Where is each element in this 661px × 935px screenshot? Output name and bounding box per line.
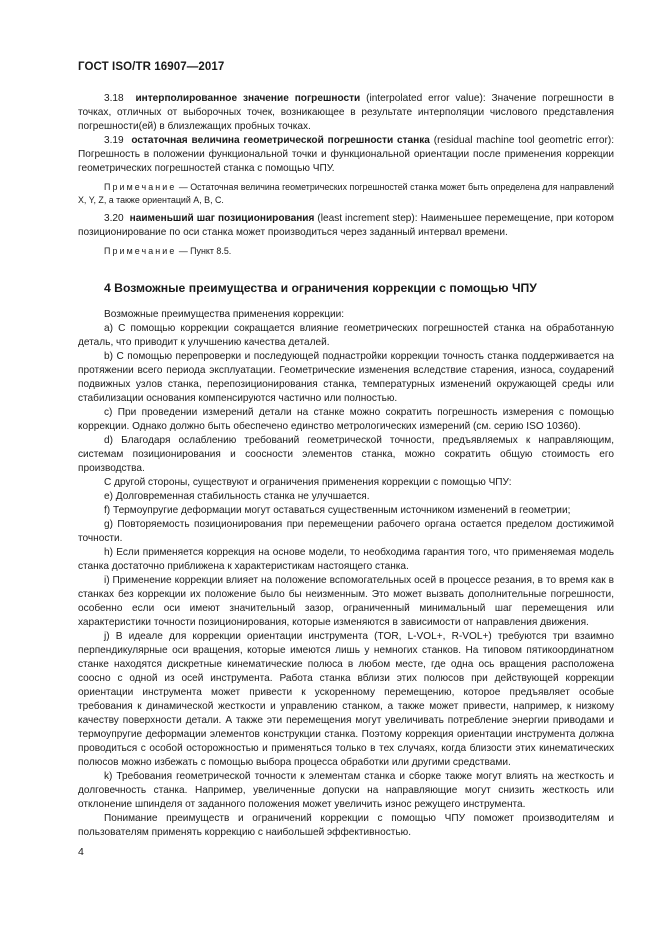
list-item-j: j) В идеале для коррекции ориентации инструмента (TOR, L-VOL+, R-VOL+) требуются три взаимно перпендикулярные оси вращения, которые имеются лишь у немногих станков. На типовом пятикоординатном станке находятся дискретные кинематические полюса в любом месте, где одна ось вращения расположена соосно с одной из осей инструмента. Работа станка вблизи этих полюсов при действующей коррекции ориентации инструмента может привести к ускоренному перемещению, которое предъявляет особые требования к динамической жесткости и управлению станком, а также может привести, например, к низкому качеству поверхности детали. А также эти перемещения могут увеличивать потребление энергии приводами и термоупругие деформации элементов конструкции станка. Поэтому коррекция ориентации инструмента должна проводиться с особой осторожностью и применяться только в тех случаях, когда близости этих кинематических полюсов можно избежать с помощью выбора процесса обработки или другими средствами.: [78, 631, 614, 768]
list-item-k: k) Требования геометрической точности к элементам станка и сборке также могут влиять на жесткость и долговечность станка. Например, увеличенные допуски на направляющие могут снизить жесткость или отклонение шпинделя от заданного положения может увеличить износ режущего инструмента.: [78, 771, 614, 810]
note-text: — Пункт 8.5.: [176, 246, 232, 256]
definition-term: интерполированное значение погрешности: [135, 93, 361, 104]
definition-3-19: [78, 134, 614, 176]
note-3-19: [78, 181, 614, 207]
definition-3-20: [78, 212, 614, 240]
definition-term: остаточная величина геометрической погрешности станка: [131, 135, 430, 146]
note-text: — Остаточная величина геометрических погрешностей станка может быть определена для направлений X, Y, Z, а также ориентаций A, B, C.: [78, 182, 614, 205]
list-item-d: d) Благодаря ослаблению требований геометрической точности, предъявляемых к направляющим, системам позиционирования и соосности элементов станка, можно сократить общую стоимость его производства.: [78, 435, 614, 474]
list-item-i: i) Применение коррекции влияет на положение вспомогательных осей в процессе резания, в то время как в станках без коррекции их положение было бы неизменным. Это может вызвать дополнительные погрешности, особенно если оси имеют значительный зазор, ограниченный минимальный шаг перемещения или характеристики точности позиционирования, которые изменяются в зависимости от направления движения.: [78, 575, 614, 628]
note-label: Примечание: [104, 182, 177, 192]
definition-3-18: [78, 92, 614, 134]
list-item-e: е) Долговременная стабильность станка не улучшается.: [104, 491, 370, 502]
note-3-20: [78, 245, 614, 258]
definition-number: 3.19: [104, 135, 124, 146]
definition-term: наименьший шаг позиционирования: [129, 213, 315, 224]
definition-number: 3.18: [104, 93, 124, 104]
list-item-h: h) Если применяется коррекция на основе модели, то необходима гарантия того, что применяемая модель станка достаточно приближена к характеристикам настоящего станка.: [78, 547, 614, 572]
note-label: Примечание: [104, 246, 177, 256]
document-header: ГОСТ ISO/TR 16907—2017: [78, 61, 225, 73]
section-4-title: 4 Возможные преимущества и ограничения коррекции с помощью ЧПУ: [104, 281, 537, 295]
page-number: 4: [78, 846, 84, 858]
list-item-f: f) Термоупругие деформации могут оставаться существенным источником изменений в геометрии;: [104, 505, 571, 516]
definition-text: (residual machine tool geometric error): Погрешность в положении функциональной точки и функциональной ориентации после применения коррекции геометрических погрешностей станка с помощью ЧПУ.: [78, 135, 615, 174]
definition-text: (least increment step): Наименьшее перемещение, при котором позиционирование по оси станка может производиться через заданный интервал времени.: [78, 213, 614, 238]
list-item-a: а) С помощью коррекции сокращается влияние геометрических погрешностей станка на обработанную деталь, что приводит к улучшению качества деталей.: [78, 323, 614, 348]
definition-number: 3.20: [104, 213, 124, 224]
conclusion-paragraph: Понимание преимуществ и ограничений коррекции с помощью ЧПУ поможет производителям и пользователям применять коррекцию с наибольшей эффективностью.: [78, 813, 614, 838]
list-item-g: g) Повторяемость позиционирования при перемещении рабочего органа остается пределом достижимой точности.: [78, 519, 614, 544]
definition-text: (interpolated error value): Значение погрешности в точках, отличных от выборочных точек, возникающее в результате интерполяции числового представления погрешности(ей) в близлежащих пробных точках.: [78, 93, 614, 132]
advantages-intro: Возможные преимущества применения коррекции:: [104, 309, 345, 320]
list-item-c: с) При проведении измерений детали на станке можно сократить погрешность измерения с помощью коррекции. Однако должно быть обеспечено единство метрологических измерений (см. серию ISO 10360).: [78, 407, 614, 432]
document-body: [78, 92, 614, 840]
limitations-intro: С другой стороны, существуют и ограничения применения коррекции с помощью ЧПУ:: [104, 477, 512, 488]
list-item-b: b) С помощью перепроверки и последующей поднастройки коррекции точность станка поддерживается на протяжении всего периода эксплуатации. Геометрические изменения вследствие старения, износа, соударений подвижных узлов станка, перепозиционирования станка, температурных изменений окружающей среды или стабилизации основания компенсируются частично или полностью.: [78, 351, 614, 404]
